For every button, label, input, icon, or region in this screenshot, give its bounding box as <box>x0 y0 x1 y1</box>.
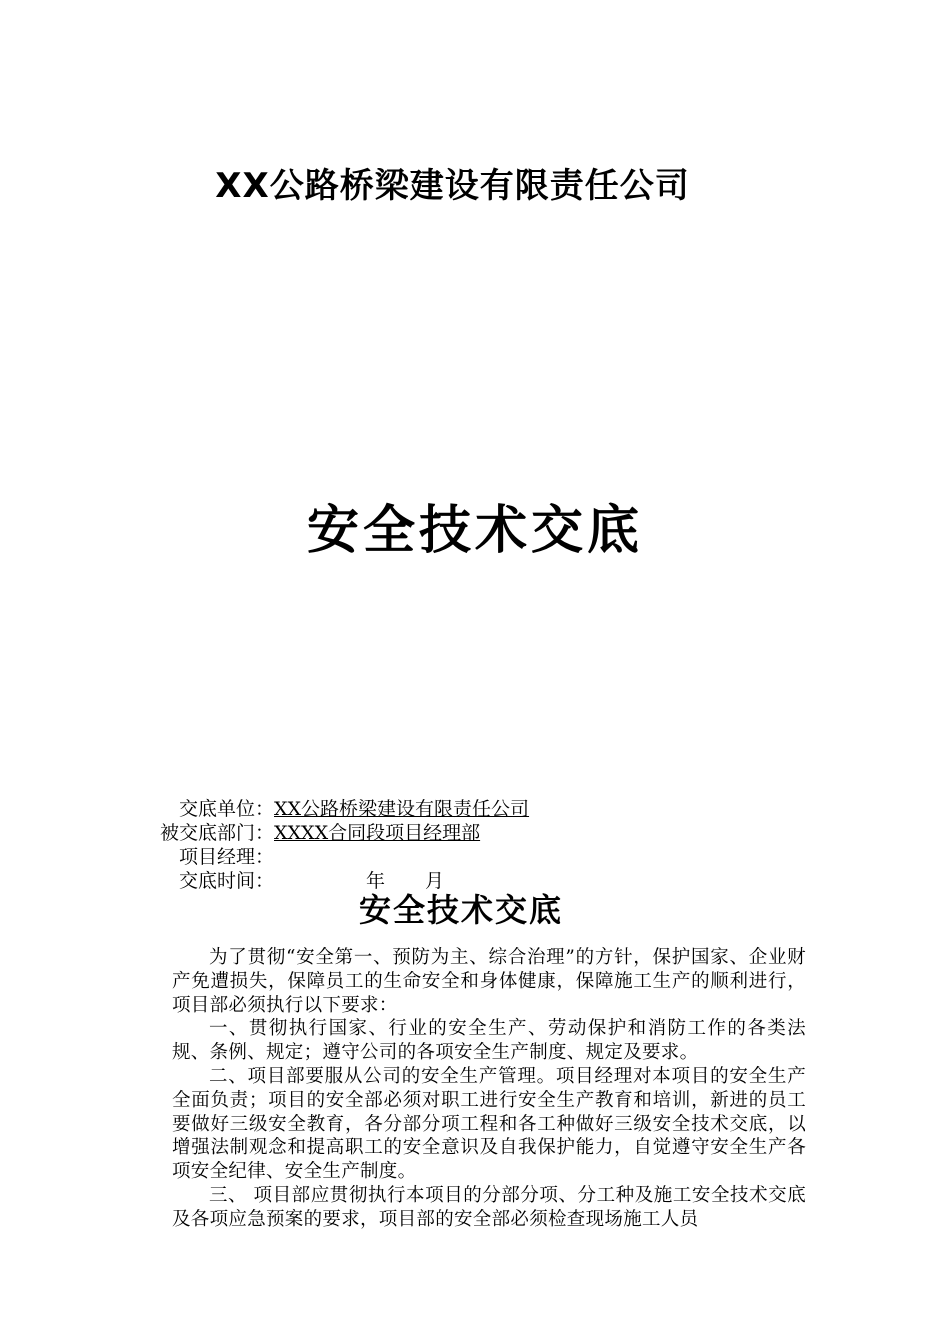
time-label: 交底时间： <box>178 870 274 892</box>
dept-label: 被交底部门： <box>159 822 274 844</box>
info-block <box>150 797 529 893</box>
month-label: 月 <box>425 870 445 892</box>
paragraph: 为了贯彻“安全第一、预防为主、综合治理”的方针，保护国家、企业财产免遭损失，保障员工的生命安全和身体健康，保障施工生产的顺利进行，项目部必须执行以下要求： <box>172 947 806 1016</box>
paragraph: 一、贯彻执行国家、行业的安全生产、劳动保护和消防工作的各类法规、条例、规定；遵守公司的各项安全生产制度、规定及要求。 <box>172 1018 806 1064</box>
document-title: 安全技术交底 <box>306 500 643 561</box>
dept-value: XXXX合同段项目经理部 <box>274 822 481 844</box>
paragraph: 二、项目部要服从公司的安全生产管理。项目经理对本项目的安全生产全面负责；项目的安全部必须对职工进行安全生产教育和培训，新进的员工要做好三级安全教育，各分部分项工程和各工种做好三级安全技术交底，以增强法制观念和提高职工的安全意识及自我保护能力，自觉遵守安全生产各项安全纪律、安全生产制度。 <box>172 1065 806 1183</box>
unit-label: 交底单位： <box>178 798 274 820</box>
year-label: 年 <box>366 870 386 892</box>
company-title: XX公路桥梁建设有限责任公司 <box>215 166 690 206</box>
section-title: 安全技术交底 <box>358 891 563 929</box>
manager-row <box>150 845 529 869</box>
manager-label: 项目经理： <box>178 846 274 868</box>
body-text <box>172 946 806 1232</box>
unit-value: XX公路桥梁建设有限责任公司 <box>274 798 530 820</box>
unit-row <box>150 797 529 821</box>
dept-row <box>150 821 529 845</box>
paragraph: 三、 项目部应贯彻执行本项目的分部分项、分工种及施工安全技术交底及各项应急预案的要求，项目部的安全部必须检查现场施工人员 <box>172 1184 806 1230</box>
